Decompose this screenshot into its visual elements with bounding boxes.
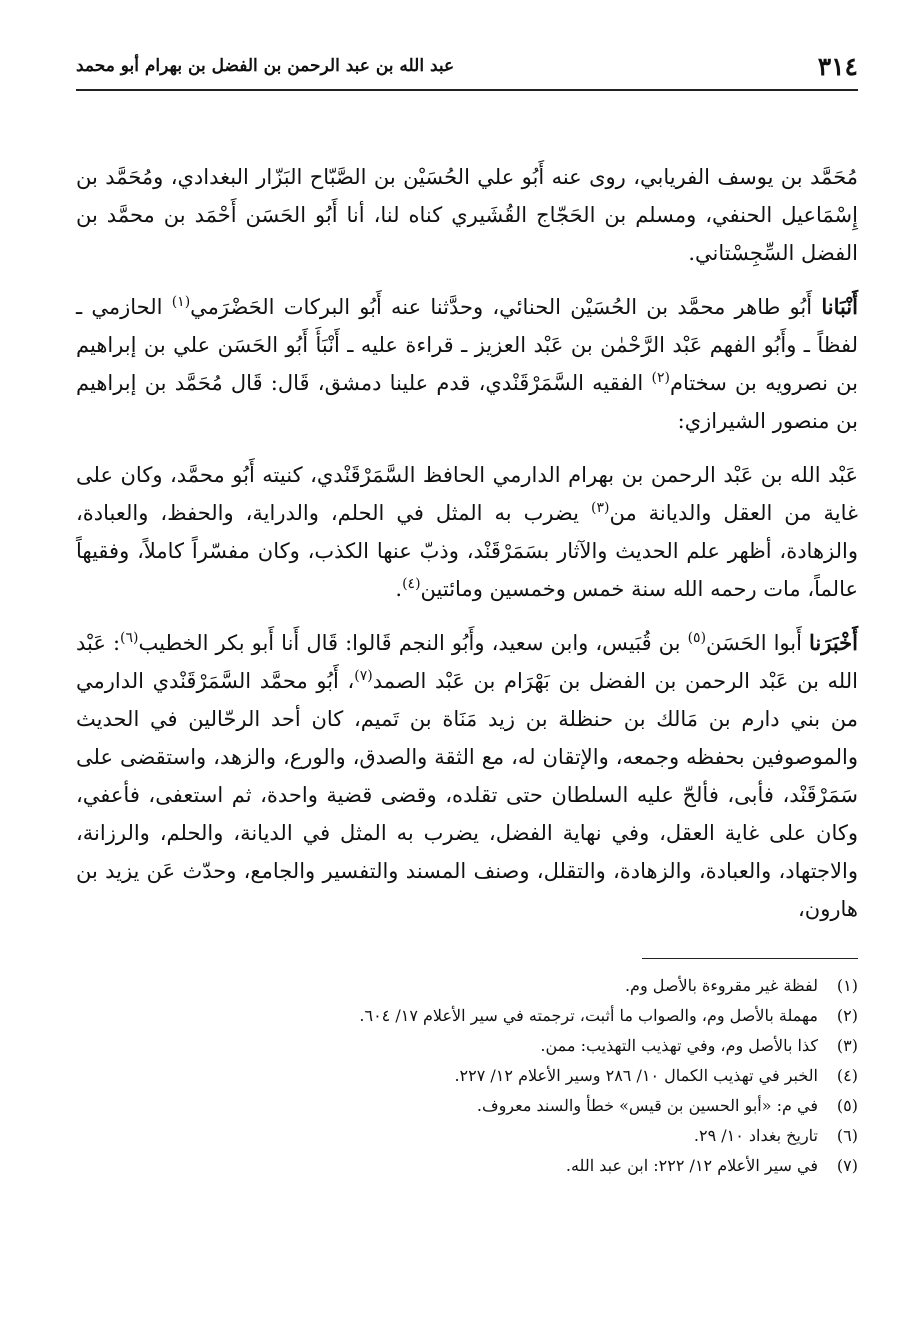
text-run: الحازمي ـ لفظاً ـ وأَبُو الفهم عَبْد الرَّحْمٰن بن عَبْد العزيز ـ قراءة عليه ـ أَنْبَأَ أَبُو الحَسَن علي بن إبراهيم بن نصرويه بن سختام xyxy=(76,295,858,395)
footnote-text: تاريخ بغداد ١٠/ ٢٩. xyxy=(693,1126,818,1145)
paragraph xyxy=(76,456,858,608)
transmission-keyword: أَنْبَانا xyxy=(821,294,858,319)
footnote-number: (٥) xyxy=(836,1096,858,1115)
footnote-marker: (٤) xyxy=(402,576,421,592)
footnote-text: كذا بالأصل وم، وفي تهذيب التهذيب: ممن. xyxy=(540,1036,818,1055)
page-header xyxy=(76,50,858,82)
footnote-item xyxy=(76,1151,858,1181)
footnote-marker: (٦) xyxy=(120,630,139,646)
footnote-text: مهملة بالأصل وم، والصواب ما أثبت، ترجمته في سير الأعلام ١٧/ ٦٠٤. xyxy=(359,1006,818,1025)
footnote-separator xyxy=(642,958,858,959)
text-run: عَبْد الله بن عَبْد الرحمن بن بهرام الدارمي الحافظ السَّمَرْقَنْدي، كنيته أَبُو محمَّد، وكان على غاية من العقل والديانة من xyxy=(76,463,858,525)
footnote-item xyxy=(76,971,858,1001)
footnote-item xyxy=(76,1031,858,1061)
footnote-number: (٢) xyxy=(836,1006,858,1025)
footnote-item xyxy=(76,1091,858,1121)
text-run: مُحَمَّد بن يوسف الفريابي، روى عنه أَبُو علي الحُسَيْن بن الصَّبّاح البَزّار البغدادي، ومُحَمَّد بن إِسْمَاعيل الحنفي، ومسلم بن الحَجّاج القُشَيري كناه لنا، أنا أَبُو الحَسَن أَحْمَد بن محمَّد بن الفضل السِّجِسْتاني. xyxy=(76,165,858,265)
page-number: ٣١٤ xyxy=(817,52,858,81)
footnote-text: الخبر في تهذيب الكمال ١٠/ ٢٨٦ وسير الأعلام ١٢/ ٢٢٧. xyxy=(454,1066,818,1085)
footnote-number: (٤) xyxy=(836,1066,858,1085)
footnote-number: (٣) xyxy=(836,1036,858,1055)
footnote-number: (٧) xyxy=(836,1156,858,1175)
footnote-marker: (٥) xyxy=(687,630,707,646)
main-text xyxy=(76,158,858,928)
text-run: أَبُو طاهر محمَّد بن الحُسَيْن الحنائي، وحدَّثنا عنه أَبُو البركات الحَضْرَمي xyxy=(190,295,822,319)
paragraph xyxy=(76,288,858,440)
footnote-marker: (١) xyxy=(171,294,191,310)
footnote-text: لفظة غير مقروءة بالأصل وم. xyxy=(624,976,818,995)
footnote-marker: (٢) xyxy=(651,370,670,386)
footnote-item xyxy=(76,1061,858,1091)
footnote-text: في سير الأعلام ١٢/ ٢٢٢: ابن عبد الله. xyxy=(565,1156,818,1175)
text-run: الفقيه السَّمَرْقَنْدي، قدم علينا دمشق، قَال: قَال مُحَمَّد بن إبراهيم بن منصور الشيرازي: xyxy=(76,371,858,433)
text-run: أَبوا الحَسَن xyxy=(706,631,810,655)
text-run: يضرب به المثل في الحلم، والدراية، والحفظ، والعبادة، والزهادة، أظهر علم الحديث والآثار بسَمَرْقَنْد، وذبّ عنها الكذب، وكان مفسّراً كاملاً، وفقيهاً عالماً، مات رحمه الله سنة خمس وخمسين ومائتين xyxy=(76,501,858,601)
header-rule xyxy=(76,89,858,91)
transmission-keyword: أَخْبَرَنا xyxy=(809,630,858,655)
paragraph xyxy=(76,624,858,928)
footnote-item xyxy=(76,1001,858,1031)
footnote-marker: (٣) xyxy=(590,500,610,516)
footnotes xyxy=(76,971,858,1181)
running-title: عبد الله بن عبد الرحمن بن الفضل بن بهرام أبو محمد xyxy=(76,56,455,76)
footnote-number: (٦) xyxy=(836,1126,858,1145)
paragraph xyxy=(76,158,858,272)
footnote-number: (١) xyxy=(836,976,858,995)
footnote-marker: (٧) xyxy=(354,668,373,684)
footnote-text: في م: «أبو الحسين بن قيس» خطأ والسند معروف. xyxy=(476,1096,818,1115)
text-run: ، أَبُو محمَّد السَّمَرْقَنْدي الدارمي من بني دارم بن مَالك بن حنظلة بن زيد مَنَاة بن تَميم، كان أحد الرحّالين في الحديث والموصوفين بحفظه وجمعه، والإتقان له، مع الثقة والصدق، والورع، والزهد، واستقضى على سَمَرْقَنْد، فأبى، فألحّ عليه السلطان حتى تقلده، وقضى قضية واحدة، ثم استعفى، فأعفي، وكان على غاية العقل، وفي نهاية الفضل، يضرب به المثل في الديانة، والحلم، والرزانة، والاجتهاد، والعبادة، والزهادة، والتقلل، وصنف المسند والتفسير والجامع، وحدّث عَن يزيد بن هارون، xyxy=(76,669,858,921)
text-run: بن قُبَيس، وابن سعيد، وأَبُو النجم قَالوا: قَال أَنا أَبو بكر الخطيب xyxy=(138,631,688,655)
text-run: . xyxy=(395,577,403,601)
text-run: : عَبْد الله بن عَبْد الرحمن بن الفضل بن بَهْرَام بن عَبْد الصمد xyxy=(76,631,858,693)
book-page xyxy=(76,50,858,1181)
footnote-item xyxy=(76,1121,858,1151)
